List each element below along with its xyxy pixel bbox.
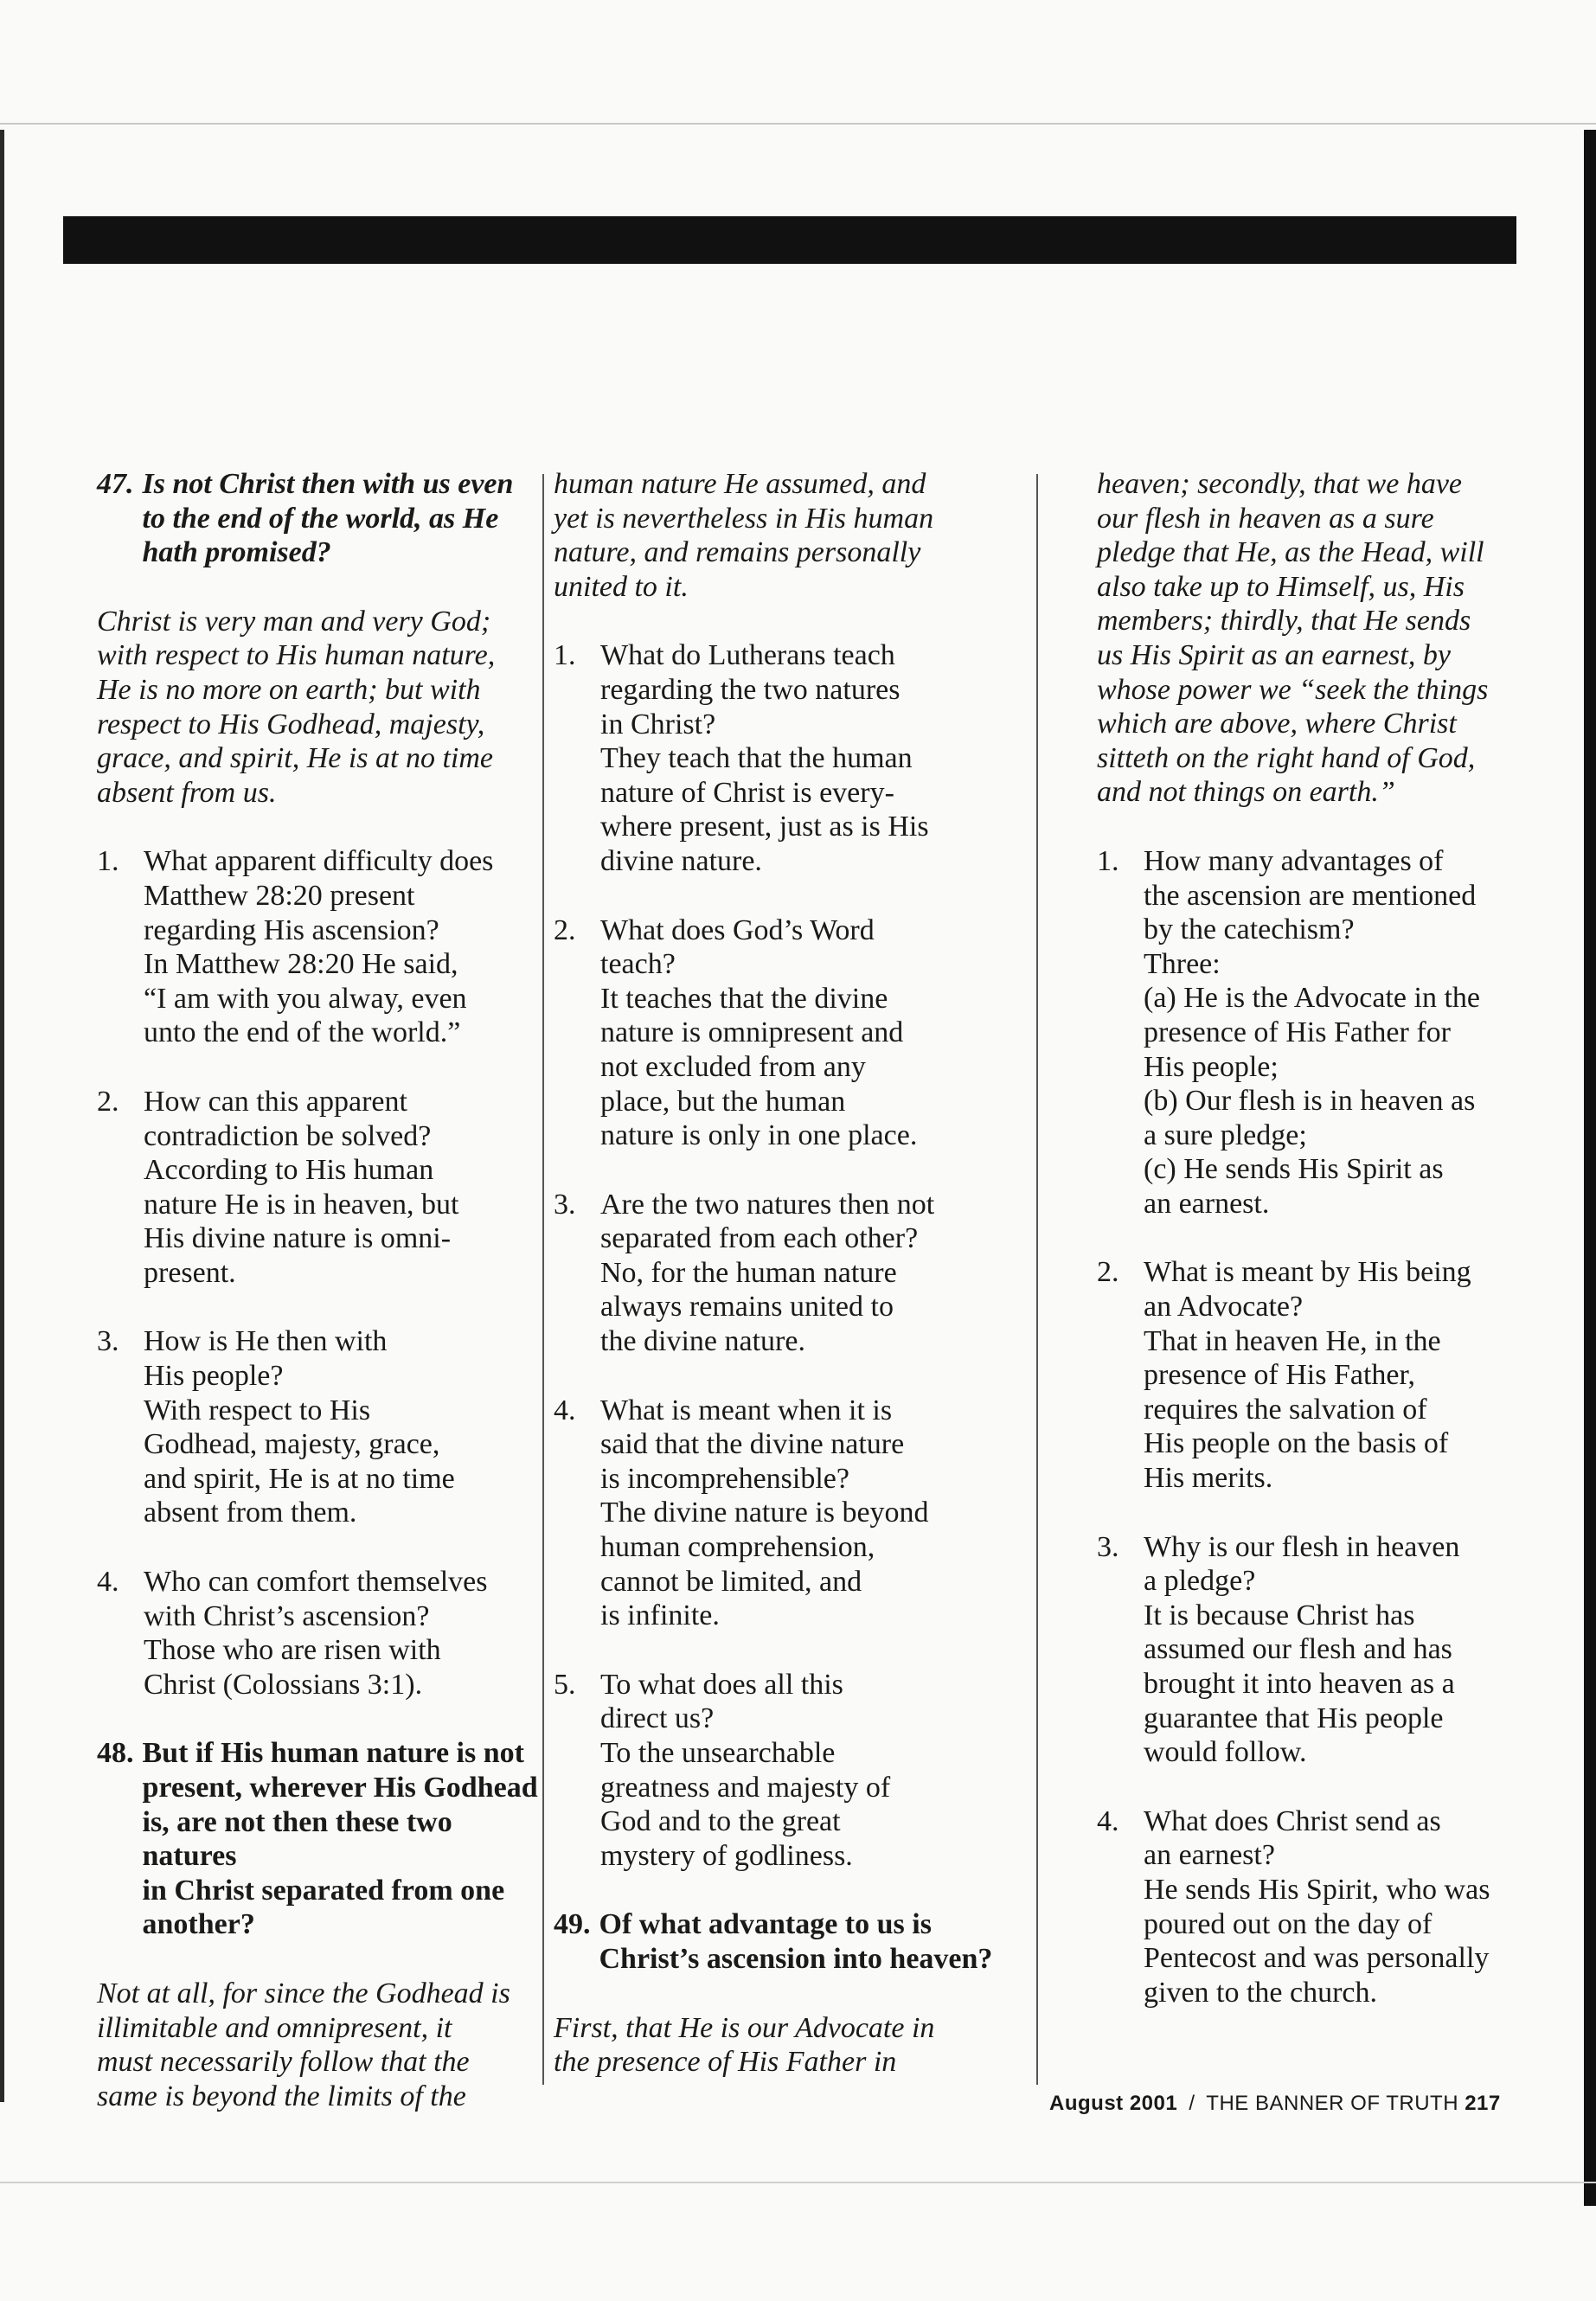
sub-question-number: 2. xyxy=(554,913,576,946)
text-line: human nature He assumed, and xyxy=(554,468,926,500)
page-footer xyxy=(1049,2092,1501,2116)
text-line: poured out on the day of xyxy=(1144,1907,1433,1940)
text-line: to the end of the world, as He xyxy=(142,502,499,535)
sub-question-text xyxy=(144,844,547,1050)
text-line: It is because Christ has xyxy=(1144,1599,1415,1631)
text-line: presence of His Father, xyxy=(1144,1359,1415,1392)
text-line: an earnest. xyxy=(1144,1187,1270,1220)
text-line: would follow. xyxy=(1144,1736,1307,1769)
text-line: To the unsearchable xyxy=(600,1737,836,1769)
text-line: In Matthew 28:20 He said, xyxy=(144,948,458,981)
footer-page-number: 217 xyxy=(1465,2092,1501,2115)
text-line: “I am with you alway, even xyxy=(144,982,467,1015)
sub-question-number: 5. xyxy=(554,1668,576,1701)
sub-question-number: 1. xyxy=(97,845,119,878)
sub-question-number: 3. xyxy=(97,1325,119,1358)
text-line: regarding His ascension? xyxy=(144,913,439,946)
text-line: and spirit, He is at no time xyxy=(144,1462,455,1495)
catechism-question xyxy=(97,467,547,570)
sub-question-text xyxy=(600,1188,1021,1359)
text-line: illimitable and omnipresent, it xyxy=(97,2011,452,2044)
sub-question xyxy=(1097,1255,1512,1495)
text-line: How many advantages of xyxy=(1144,844,1444,877)
text-line: members; thirdly, that He sends xyxy=(1097,605,1471,638)
text-line: respect to His Godhead, majesty, xyxy=(97,708,485,740)
sub-question xyxy=(97,844,547,1050)
text-line: pledge that He, as the Head, will xyxy=(1097,536,1484,569)
sub-question-number: 4. xyxy=(97,1566,119,1599)
text-line: requires the salvation of xyxy=(1144,1393,1427,1426)
text-line: grace, and spirit, He is at no time xyxy=(97,742,494,775)
catechism-question xyxy=(97,1736,547,1942)
text-line: Christ is very man and very God; xyxy=(97,605,491,638)
catechism-answer xyxy=(1097,467,1512,810)
sub-question xyxy=(1097,1530,1512,1770)
text-line: His people; xyxy=(1144,1050,1279,1083)
footer-date: August 2001 xyxy=(1049,2092,1178,2115)
text-line: absent from us. xyxy=(97,776,277,809)
text-line: must necessarily follow that the xyxy=(97,2046,470,2079)
text-line: What does Christ send as xyxy=(1144,1804,1441,1837)
text-line: Are the two natures then not xyxy=(600,1188,935,1221)
text-line: heaven; secondly, that we have xyxy=(1097,468,1463,500)
question-text xyxy=(599,1907,1022,1976)
text-line: Matthew 28:20 present xyxy=(144,879,415,912)
text-line: said that the divine nature xyxy=(600,1428,905,1461)
text-line: God and to the great xyxy=(600,1805,841,1838)
footer-publication: THE BANNER OF TRUTH xyxy=(1206,2092,1459,2115)
sub-question-number: 4. xyxy=(554,1394,576,1426)
sub-question xyxy=(554,1394,1021,1633)
catechism-question xyxy=(554,1907,1021,1976)
text-line: hath promised? xyxy=(142,536,331,569)
paragraph-gap xyxy=(554,1633,1021,1668)
text-line: (c) He sends His Spirit as xyxy=(1144,1153,1444,1186)
text-line: human comprehension, xyxy=(600,1531,875,1564)
paragraph-gap xyxy=(97,810,547,844)
paragraph-gap xyxy=(97,1050,547,1085)
header-bar xyxy=(63,216,1516,264)
text-line: What do Lutherans teach xyxy=(600,639,895,672)
text-line: always remains united to xyxy=(600,1291,894,1324)
sub-question xyxy=(97,1324,547,1530)
text-line: First, that He is our Advocate in xyxy=(554,2011,935,2044)
footer-separator: / xyxy=(1189,2092,1195,2115)
sub-question xyxy=(554,638,1021,878)
sub-question-number: 2. xyxy=(97,1085,119,1118)
text-line: nature is omnipresent and xyxy=(600,1016,904,1049)
text-line: Pentecost and was personally xyxy=(1144,1942,1490,1975)
text-line: also take up to Himself, us, His xyxy=(1097,570,1465,603)
text-line: Who can comfort themselves xyxy=(144,1566,488,1599)
text-line: where present, just as is His xyxy=(600,811,929,843)
text-line: divine nature. xyxy=(600,844,762,877)
text-line: same is beyond the limits of the xyxy=(97,2080,466,2112)
text-line: absent from them. xyxy=(144,1497,357,1529)
catechism-answer xyxy=(554,2011,1021,2080)
text-line: us His Spirit as an earnest, by xyxy=(1097,638,1451,671)
text-line: Godhead, majesty, grace, xyxy=(144,1428,440,1461)
paragraph-gap xyxy=(554,604,1021,638)
paragraph-gap xyxy=(554,1153,1021,1188)
text-line: His people? xyxy=(144,1360,284,1393)
sub-question-text xyxy=(1144,1255,1512,1495)
paragraph-gap xyxy=(1097,810,1512,844)
text-line: in Christ? xyxy=(600,708,716,740)
text-line: Not at all, for since the Godhead is xyxy=(97,1977,510,2009)
text-line: a sure pledge; xyxy=(1144,1118,1307,1151)
text-line: nature He is in heaven, but xyxy=(144,1188,459,1221)
sub-question-number: 2. xyxy=(1097,1256,1119,1289)
text-line: He sends His Spirit, who was xyxy=(1144,1873,1490,1906)
text-line: But if His human nature is not xyxy=(142,1737,524,1770)
text-line: He is no more on earth; but with xyxy=(97,673,481,706)
text-line: not excluded from any xyxy=(600,1050,866,1083)
text-line: What is meant when it is xyxy=(600,1394,893,1426)
text-line: whose power we “seek the things xyxy=(1097,673,1489,706)
sub-question-text xyxy=(144,1565,547,1702)
text-line: How can this apparent xyxy=(144,1085,407,1118)
text-line: assumed our flesh and has xyxy=(1144,1633,1452,1666)
column-divider-left xyxy=(542,474,544,2085)
text-line: given to the church. xyxy=(1144,1976,1378,2009)
sub-question-number: 3. xyxy=(554,1188,576,1221)
paragraph-gap xyxy=(97,1702,547,1736)
question-number: 47. xyxy=(97,468,134,500)
paragraph-gap xyxy=(554,1359,1021,1394)
sub-question-number: 4. xyxy=(1097,1804,1119,1837)
bottom-rule xyxy=(0,2182,1596,2183)
text-line: regarding the two natures xyxy=(600,673,901,706)
text-line: direct us? xyxy=(600,1702,715,1735)
text-line: With respect to His xyxy=(144,1394,371,1426)
sub-question-text xyxy=(1144,1804,1512,2010)
text-line: with respect to His human nature, xyxy=(97,639,496,672)
text-line: and not things on earth.” xyxy=(1097,776,1395,809)
text-line: with Christ’s ascension? xyxy=(144,1599,430,1632)
paragraph-gap xyxy=(554,1977,1021,2011)
text-line: brought it into heaven as a xyxy=(1144,1668,1455,1700)
scan-right-edge xyxy=(1584,130,1596,2206)
text-line: Those who are risen with xyxy=(144,1634,441,1667)
text-line: They teach that the human xyxy=(600,742,913,775)
sub-question-number: 3. xyxy=(1097,1530,1119,1563)
text-line: What apparent difficulty does xyxy=(144,845,494,878)
text-line: contradiction be solved? xyxy=(144,1119,432,1152)
sub-question xyxy=(554,913,1021,1153)
text-line: our flesh in heaven as a sure xyxy=(1097,502,1434,535)
paragraph-gap xyxy=(1097,1496,1512,1530)
question-text xyxy=(143,1736,548,1942)
text-line: Christ (Colossians 3:1). xyxy=(144,1668,423,1701)
text-line: cannot be limited, and xyxy=(600,1565,862,1598)
text-line: the divine nature. xyxy=(600,1325,805,1358)
text-line: present. xyxy=(144,1256,236,1289)
catechism-answer xyxy=(97,1977,547,2113)
sub-question xyxy=(554,1188,1021,1359)
text-line: is infinite. xyxy=(600,1599,720,1632)
text-line: nature, and remains personally xyxy=(554,536,921,569)
text-line: greatness and majesty of xyxy=(600,1771,891,1804)
sub-question xyxy=(1097,844,1512,1221)
column-divider-right xyxy=(1036,474,1038,2085)
sub-question xyxy=(97,1565,547,1702)
text-line: teach? xyxy=(600,948,676,981)
sub-question-text xyxy=(600,913,1021,1153)
sub-question-text xyxy=(600,638,1021,878)
text-line: sitteth on the right hand of God, xyxy=(1097,741,1476,774)
text-line: unto the end of the world.” xyxy=(144,1016,461,1049)
text-line: (b) Our flesh is in heaven as xyxy=(1144,1085,1476,1118)
text-line: an earnest? xyxy=(1144,1839,1275,1872)
text-line: That in heaven He, in the xyxy=(1144,1324,1441,1357)
column-middle xyxy=(554,467,1021,2080)
text-line: present, wherever His Godhead xyxy=(142,1772,538,1804)
sub-question xyxy=(97,1085,547,1291)
question-number: 48. xyxy=(97,1737,134,1770)
paragraph-gap xyxy=(97,570,547,605)
text-line: (a) He is the Advocate in the xyxy=(1144,982,1480,1015)
text-line: presence of His Father for xyxy=(1144,1016,1451,1048)
sub-question-text xyxy=(144,1324,547,1530)
text-line: What is meant by His being xyxy=(1144,1256,1471,1289)
text-line: Is not Christ then with us even xyxy=(142,468,514,500)
catechism-answer xyxy=(97,605,547,811)
column-right xyxy=(1097,467,1512,2009)
text-line: guarantee that His people xyxy=(1144,1702,1444,1734)
text-line: His divine nature is omni- xyxy=(144,1222,452,1255)
text-line: in Christ separated from one xyxy=(142,1874,505,1907)
sub-question-number: 1. xyxy=(1097,844,1119,877)
column-left xyxy=(97,467,547,2113)
text-line: an Advocate? xyxy=(1144,1291,1304,1324)
sub-question-text xyxy=(1144,1530,1512,1770)
text-line: Of what advantage to us is xyxy=(599,1908,932,1941)
text-line: His merits. xyxy=(1144,1462,1273,1495)
text-line: separated from each other? xyxy=(600,1222,919,1255)
text-line: is incomprehensible? xyxy=(600,1462,849,1495)
text-line: Three: xyxy=(1144,947,1221,980)
sub-question xyxy=(554,1668,1021,1874)
text-line: yet is nevertheless in His human xyxy=(554,502,934,535)
text-line: nature is only in one place. xyxy=(600,1119,918,1152)
text-line: by the catechism? xyxy=(1144,913,1355,946)
text-line: the presence of His Father in xyxy=(554,2046,897,2079)
text-line: Why is our flesh in heaven xyxy=(1144,1530,1460,1563)
question-text xyxy=(143,467,548,570)
text-line: What does God’s Word xyxy=(600,913,875,946)
sub-question-text xyxy=(1144,844,1512,1221)
text-line: According to His human xyxy=(144,1154,434,1187)
paragraph-gap xyxy=(554,879,1021,913)
text-line: another? xyxy=(142,1908,255,1941)
catechism-answer xyxy=(554,467,1021,604)
paragraph-gap xyxy=(97,1290,547,1324)
question-number: 49. xyxy=(554,1908,591,1941)
text-line: It teaches that the divine xyxy=(600,982,888,1015)
text-line: Christ’s ascension into heaven? xyxy=(599,1942,993,1975)
text-line: How is He then with xyxy=(144,1325,388,1358)
text-line: mystery of godliness. xyxy=(600,1839,853,1872)
sub-question xyxy=(1097,1804,1512,2010)
paragraph-gap xyxy=(1097,1770,1512,1804)
paragraph-gap xyxy=(554,1873,1021,1907)
text-line: united to it. xyxy=(554,570,689,603)
text-line: place, but the human xyxy=(600,1085,846,1118)
sub-question-text xyxy=(600,1394,1021,1633)
sub-question-text xyxy=(144,1085,547,1291)
paragraph-gap xyxy=(97,1942,547,1977)
text-line: No, for the human nature xyxy=(600,1256,897,1289)
paragraph-gap xyxy=(97,1530,547,1565)
text-line: nature of Christ is every- xyxy=(600,776,894,809)
text-line: is, are not then these two natures xyxy=(142,1805,452,1873)
sub-question-number: 1. xyxy=(554,639,576,672)
text-line: which are above, where Christ xyxy=(1097,708,1457,740)
text-line: The divine nature is beyond xyxy=(600,1497,929,1529)
text-line: the ascension are mentioned xyxy=(1144,879,1477,912)
text-line: His people on the basis of xyxy=(1144,1427,1449,1460)
paragraph-gap xyxy=(1097,1221,1512,1255)
scan-left-edge xyxy=(0,130,4,2102)
text-line: To what does all this xyxy=(600,1668,843,1701)
top-rule xyxy=(0,123,1596,125)
text-line: a pledge? xyxy=(1144,1565,1256,1598)
sub-question-text xyxy=(600,1668,1021,1874)
